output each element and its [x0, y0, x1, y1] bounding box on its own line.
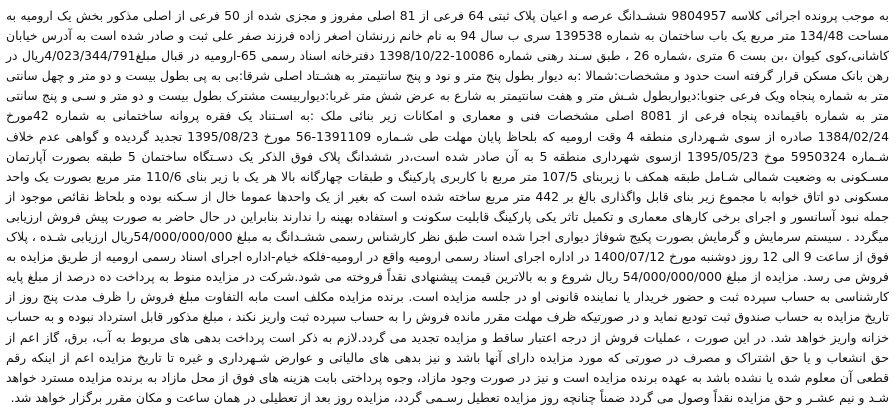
notice-body-text: به موجب پرونده اجرائی کلاسه 9804957 ششـدانگ عرصه و اعیان پلاک ثبتی 64 فرعی از 81 اصلی مفروز و مجزی شده از 50 فرعی از اصلی مذکور بخش یک ارومیه به مساحت 134/48 متر مربع یک باب ساختمان به شماره 139538 سری ب سال 94 به نام خانم زرنشان اصغر زاده فرزند صفر علی ثبت و صادر شده است به آدرس خیابان کاشانی،کوی کیوان ،بن بست 6 متری ،شماره 26 ، طبق سـند رهنی شماره 10086-1398/10/22 دفترخانه اسناد رسمی 65-ارومیه در قبال مبلغ4/023/344/791ریال در رهن بانک مسکن قرار گرفته است حدود و مشخصات:شمالا :به دیوار بطول پنج متر و نود و پنج سانتیمتر به هشـتاد اصلی شرقا:بی به پی بطول بیست و دو متر و چهل سانتی متر به شماره پنجاه ویک فرعی جنوبا:دیواربطول شـش متر و هفت سانتیمتر به شارع به عرض شش متر غربا:دیواربیست مشترک بطول بیست و دو متر و سـی و پنج سانتی متر به شماره باقیمانده پنجاه فرعی از 8081 اصلی مشخصات فنی و معماری و امکانات زیر بنائی ملک :به اسـتناد یک فقره پروانه ساختمانی به شماره 42مورخ 1384/02/24 صادره از سوی شـهرداری منطقه 4 وقت ارومیه که بلحاظ پایان مهلت طی شـماره 1391109-56 مورخ 1395/08/23 تجدید گردیده و گواهی عدم خلاف شـماره 5950324 موخ 1395/05/23 ازسوی شهرداری منطقه 5 به آن صادر شده است،در ششدانگ پلاک فوق الذکر یک دسـتگاه ساختمان 5 طبقه بصورت آپارتمان مسـکونی به وضعیت شمالی شـامل طبقه همکف با زیربنای 107/5 متر مربع با کاربری پارکینگ و طبقات چهارگانه بالا هر یک با زیر بنای 110/6 متر مربع بصورت یک واحد مسکونی دو اتاق خوابه با مجموع زیر بنای قابل واگذاری بالغ بر 442 متر مربع ساخته شده است که بغیر از یک واحدها عموما خال از سـکنه بوده و بلحاظ نقائص موجود از جمله نبود آسانسور و اجرای برخی کارهای معماری و تکمیل تاثر یکی پارکینگ قابلیت سکونت و استفاده بهینه را ندارند بنابراین در حال حاضر به صورت پیش فروش ارزیابی میگردد . سیستم سرمایش و گرمایش بصورت پکیج شوفاژ دیواری اجرا شده است طبق نظر کارشناس رسمی ششـدانگ به مبلغ 54/000/000/000ریال ارزیابی شـده ، پلاک فوق از ساعت 9 الی 12 روز دوشنبه مورخ 1400/07/12 در اداره اجرای اسناد رسمی ارومیه واقع در ارومیه-فلکه خیام-اداره اجرای اسناد رسمی ارومیه از طریق مزایده به فروش می رسد. مزایده از مبلغ 54/000/000/000 ریال شروع و به بالاترین قیمت پیشنهادی نقداً فروخته می شود.شرکت در مزایده منوط به پرداخت ده درصد از مبلغ پایه کارشناسی به حساب سپرده ثبت و حضور خریدار یا نماینده قانونی او در جلسه مزایده است. برنده مزایده مکلف است مابه التفاوت مبلغ فروش را ظرف مدت پنج روز از تاریخ مزایده به حساب صندوق ثبت تودیع نماید و در صورتیکه ظرف مهلت مقرر مانده فروش را به حساب سپرده ثبت واریز نکند ، مبلغ مذکور قابل استرداد نبوده و به حساب خزانه واریز خواهد شد. در این صورت ، عملیات فروش از درجه اعتبار ساقط و مزایده تجدید می گردد.لازم به ذکر است پرداخت بدهی های مربوط به آب، برق، گاز اعم از حق انشعاب و یا حق اشتراک و مصرف در صورتی که مورد مزایده دارای آنها باشد و نیز بدهی های مالیاتی و عوارض شـهرداری و غیره تا تاریخ مزایده اعم از اینکه رقم قطعی آن معلوم شده یا نشده باشد به عهده برنده مزایده است و نیز در صورت وجود مازاد، وجوه پرداختی بابت هزینه های فوق از محل مازاد به برنده مزایده مسترد خواهد شـد و نیم عشـر و حق مزایده نقداً وصول می گردد ضمناً چنانچه روز مزایده تعطیل رسـمی گردد، مزایده روز بعد از تعطیلی در همان ساعت و مکان مقرر برگزار خواهد شد. — [6, 8, 890, 405]
